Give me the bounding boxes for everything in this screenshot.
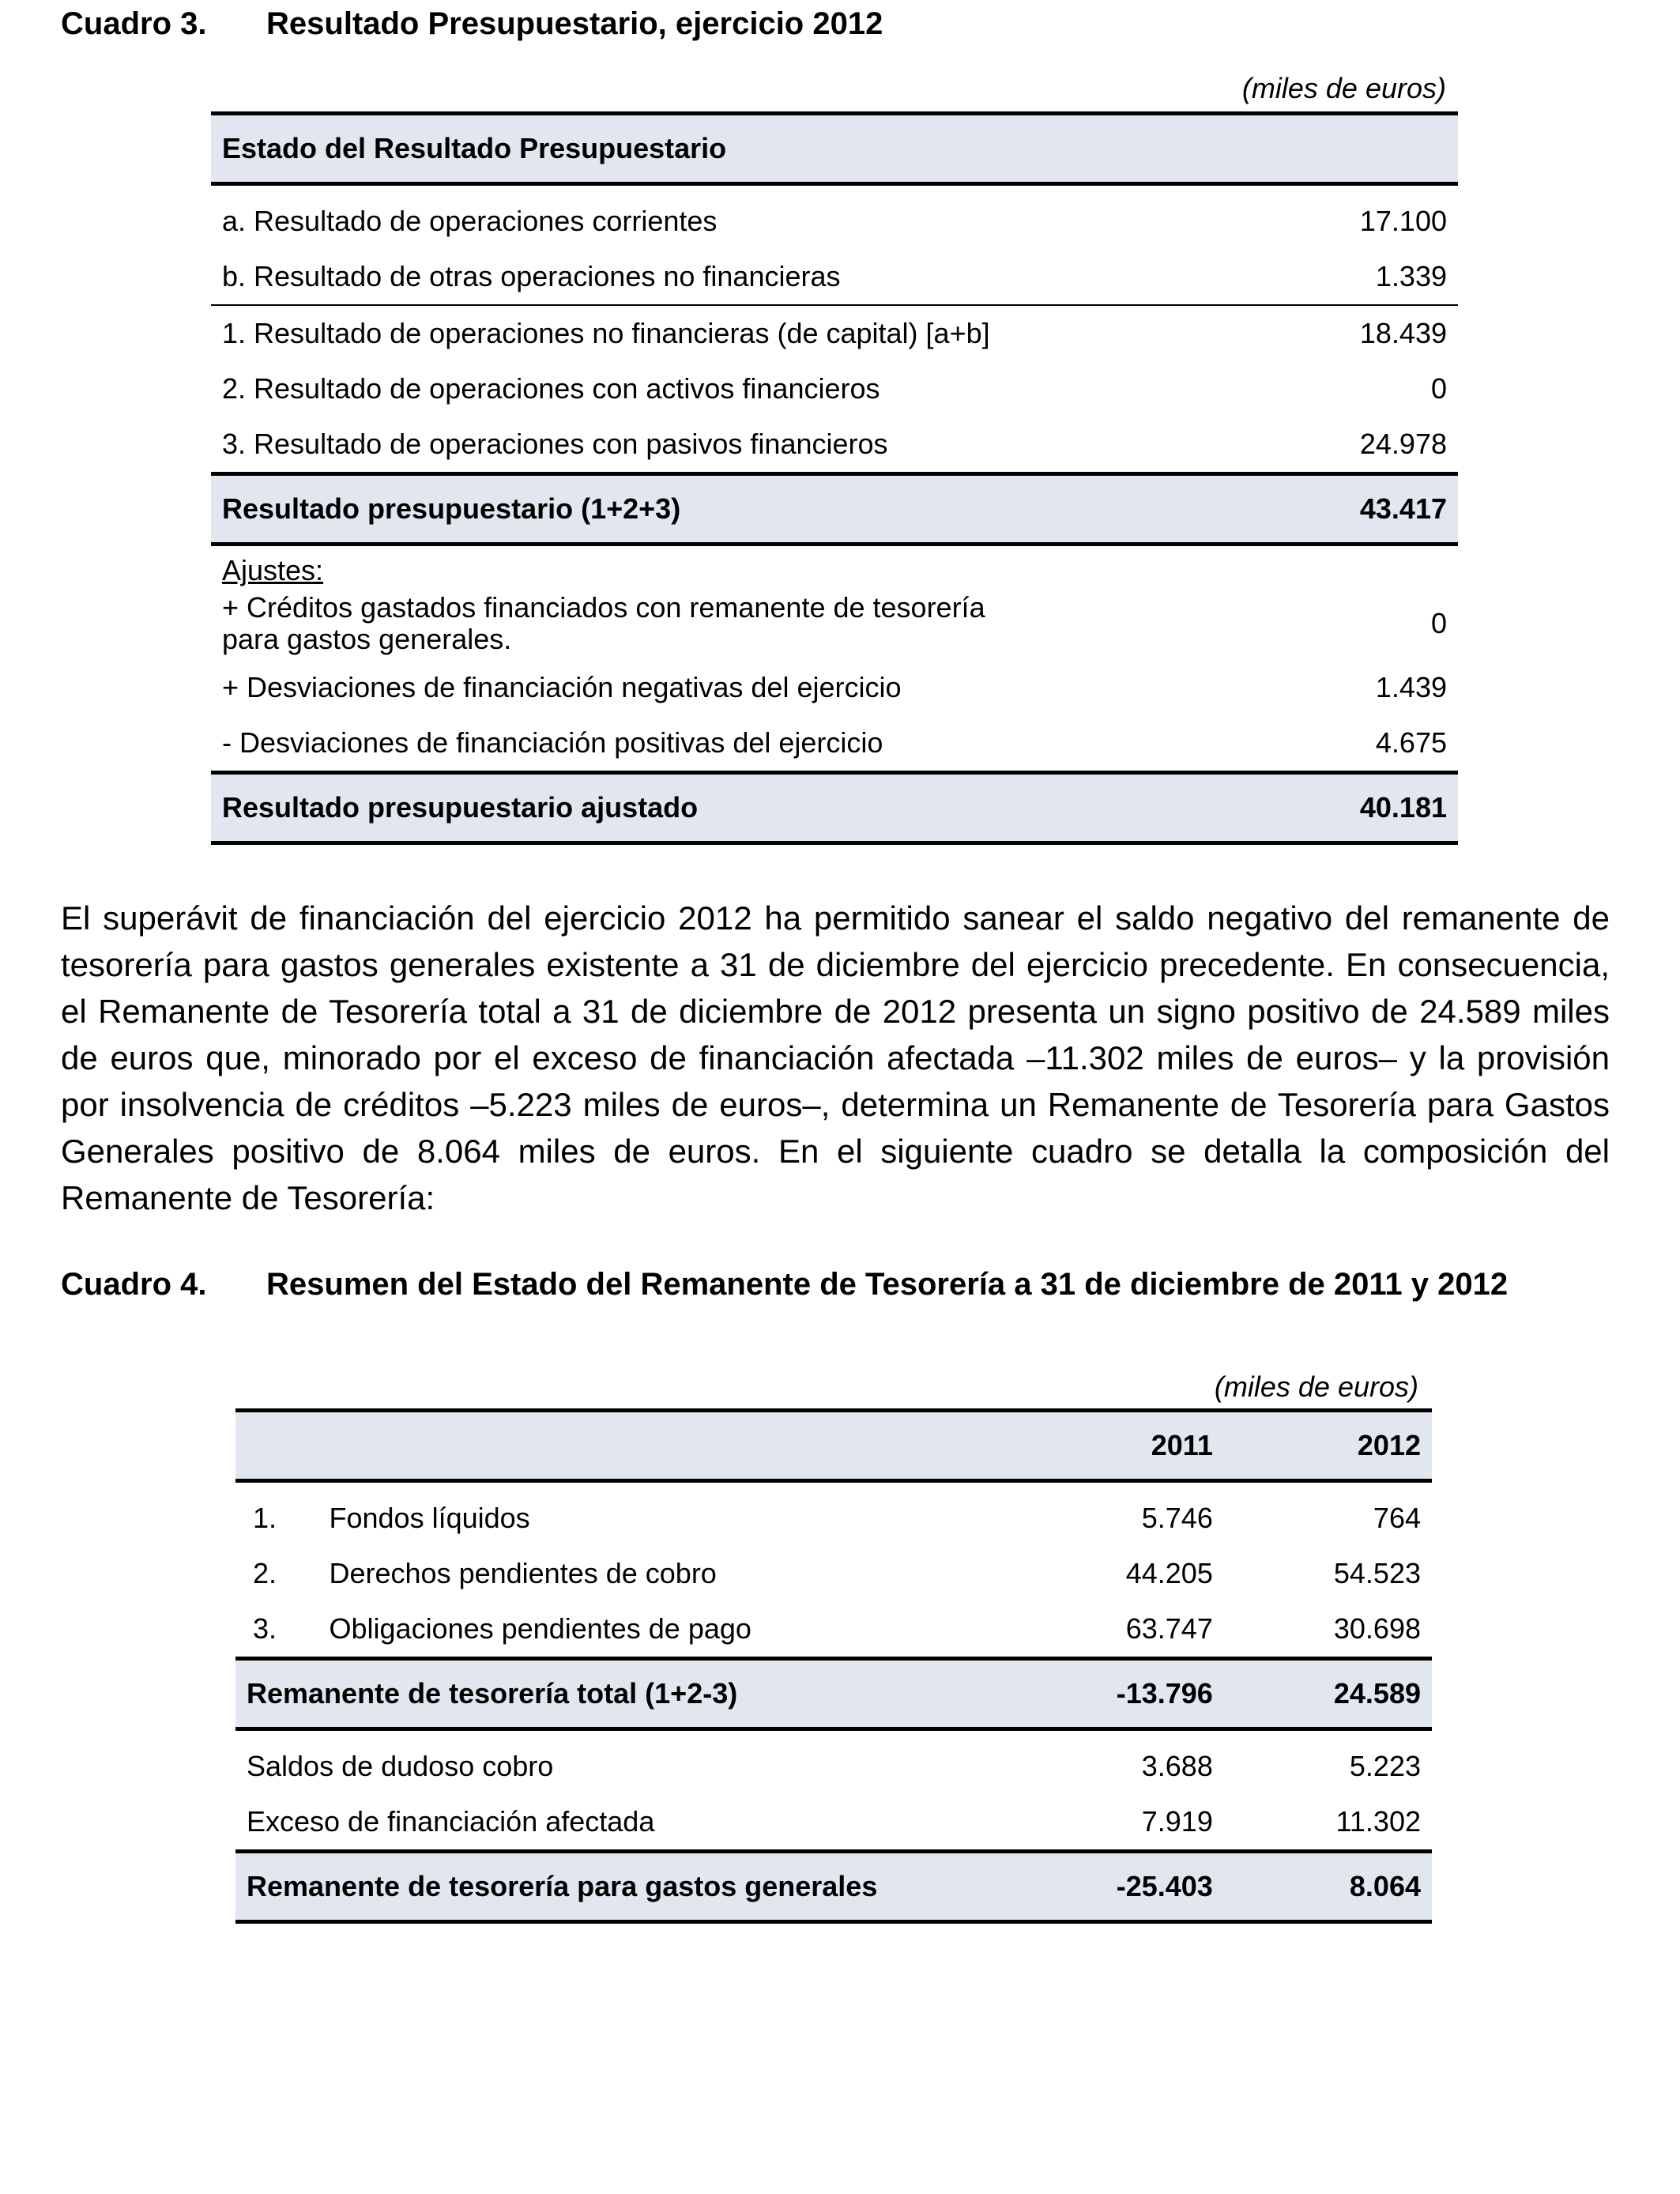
row-value: 4.675 bbox=[1375, 726, 1447, 759]
cuadro3-units: (miles de euros) bbox=[1241, 72, 1446, 104]
adjustments-label: Ajustes: bbox=[222, 554, 324, 586]
column-header-2011: 2011 bbox=[1031, 1411, 1224, 1481]
total-label: Remanente de tesorería total (1+2-3) bbox=[235, 1659, 1031, 1729]
row-value-2012: 30.698 bbox=[1333, 1612, 1421, 1645]
table-row bbox=[211, 184, 1458, 250]
cuadro4-caption bbox=[61, 1265, 1610, 1351]
table-header-row bbox=[235, 1411, 1432, 1481]
final-total-row bbox=[235, 1852, 1432, 1922]
row-label: 2. Resultado de operaciones con activos financieros bbox=[222, 372, 880, 405]
row-label: + Desviaciones de financiación negativas del ejercicio bbox=[222, 671, 902, 703]
cuadro3-title: Resultado Presupuestario, ejercicio 2012 bbox=[266, 6, 883, 41]
adjusted-total-row bbox=[211, 773, 1458, 843]
row-value-2011: 5.746 bbox=[1141, 1502, 1213, 1534]
column-header-2012: 2012 bbox=[1224, 1411, 1432, 1481]
row-value: 24.978 bbox=[1359, 428, 1447, 460]
table-row bbox=[235, 1601, 1432, 1659]
row-number: 3. bbox=[253, 1612, 277, 1645]
final-total-value-2012: 8.064 bbox=[1224, 1852, 1432, 1922]
row-label: Saldos de dudoso cobro bbox=[247, 1750, 554, 1782]
total-row bbox=[211, 474, 1458, 545]
row-value-2012: 5.223 bbox=[1349, 1750, 1421, 1782]
cuadro3-number: Cuadro 3. bbox=[61, 6, 207, 41]
row-value-2011: 44.205 bbox=[1125, 1557, 1213, 1589]
row-label: 3. Resultado de operaciones con pasivos financieros bbox=[222, 428, 888, 460]
row-value: 0 bbox=[1430, 372, 1447, 405]
table-row bbox=[211, 715, 1458, 773]
cuadro4-title: Resumen del Estado del Remanente de Tesorería a 31 de diciembre de 2011 y 2012 bbox=[266, 1267, 1509, 1302]
total-value: 43.417 bbox=[1260, 474, 1458, 545]
row-label: Exceso de financiación afectada bbox=[247, 1805, 655, 1838]
row-label: Obligaciones pendientes de pago bbox=[329, 1612, 751, 1645]
row-value-2011: 3.688 bbox=[1141, 1750, 1213, 1782]
final-total-label: Remanente de tesorería para gastos generales bbox=[235, 1852, 1031, 1922]
row-number: 1. bbox=[253, 1502, 277, 1534]
row-label-line1: + Créditos gastados financiados con remanente de tesorería bbox=[222, 591, 985, 624]
row-label-line2: para gastos generales. bbox=[222, 623, 512, 655]
final-total-value-2011: -25.403 bbox=[1031, 1852, 1224, 1922]
row-value-2012: 11.302 bbox=[1335, 1805, 1421, 1838]
row-value-2012: 764 bbox=[1373, 1502, 1421, 1534]
table-header: Estado del Resultado Presupuestario bbox=[211, 114, 1260, 184]
adjusted-total-label: Resultado presupuestario ajustado bbox=[211, 773, 1260, 843]
row-value: 17.100 bbox=[1359, 205, 1447, 237]
cuadro4-units: (miles de euros) bbox=[1214, 1370, 1418, 1403]
row-value-2011: 63.747 bbox=[1125, 1612, 1213, 1645]
table-row bbox=[235, 1729, 1432, 1795]
table-row bbox=[235, 1481, 1432, 1547]
row-number: 2. bbox=[253, 1557, 277, 1589]
table-row bbox=[211, 660, 1458, 715]
row-label: 1. Resultado de operaciones no financieras (de capital) [a+b] bbox=[211, 305, 1260, 361]
cuadro4-table bbox=[235, 1408, 1432, 1924]
body-paragraph: El superávit de financiación del ejercicio 2012 ha permitido sanear el saldo negativo del remanente de tesorería para gastos generales existente a 31 de diciembre del ejercicio precedente. En consecuencia, el Remanente de Tesorería total a 31 de diciembre de 2012 presenta un signo positivo de 24.589 miles de euros que, minorado por el exceso de financiación afectada –11.302 miles de euros– y la provisión por insolvencia de créditos –5.223 miles de euros–, determina un Remanente de Tesorería para Gastos Generales positivo de 8.064 miles de euros. En el siguiente cuadro se detalla la composición del Remanente de Tesorería: bbox=[61, 899, 1610, 1216]
row-label: Derechos pendientes de cobro bbox=[329, 1557, 717, 1589]
adjusted-total-value: 40.181 bbox=[1260, 773, 1458, 843]
row-label: - Desviaciones de financiación positivas del ejercicio bbox=[222, 726, 883, 759]
table-row bbox=[211, 361, 1458, 417]
table-row bbox=[235, 1546, 1432, 1601]
table-header-row bbox=[211, 114, 1458, 184]
table-row bbox=[211, 587, 1458, 660]
row-value-2011: 7.919 bbox=[1141, 1805, 1213, 1838]
table-row bbox=[211, 417, 1458, 474]
adjustments-heading-row bbox=[211, 545, 1458, 588]
row-label: a. Resultado de operaciones corrientes bbox=[222, 205, 718, 237]
total-label: Resultado presupuestario (1+2+3) bbox=[211, 474, 1260, 545]
row-value: 1.339 bbox=[1375, 260, 1447, 292]
total-row bbox=[235, 1659, 1432, 1729]
total-value-2011: -13.796 bbox=[1031, 1659, 1224, 1729]
row-value-2012: 54.523 bbox=[1333, 1557, 1421, 1589]
table-row bbox=[211, 305, 1458, 361]
row-label: Fondos líquidos bbox=[329, 1502, 530, 1534]
cuadro3-caption bbox=[61, 4, 1610, 47]
table-row bbox=[235, 1794, 1432, 1852]
cuadro4-number: Cuadro 4. bbox=[61, 1267, 207, 1302]
total-value-2012: 24.589 bbox=[1224, 1659, 1432, 1729]
row-value: 0 bbox=[1430, 607, 1447, 639]
table-row bbox=[211, 249, 1458, 305]
cuadro3-table bbox=[211, 111, 1458, 845]
row-value: 1.439 bbox=[1375, 671, 1447, 703]
row-value: 18.439 bbox=[1260, 305, 1458, 361]
row-label: b. Resultado de otras operaciones no financieras bbox=[222, 260, 841, 292]
